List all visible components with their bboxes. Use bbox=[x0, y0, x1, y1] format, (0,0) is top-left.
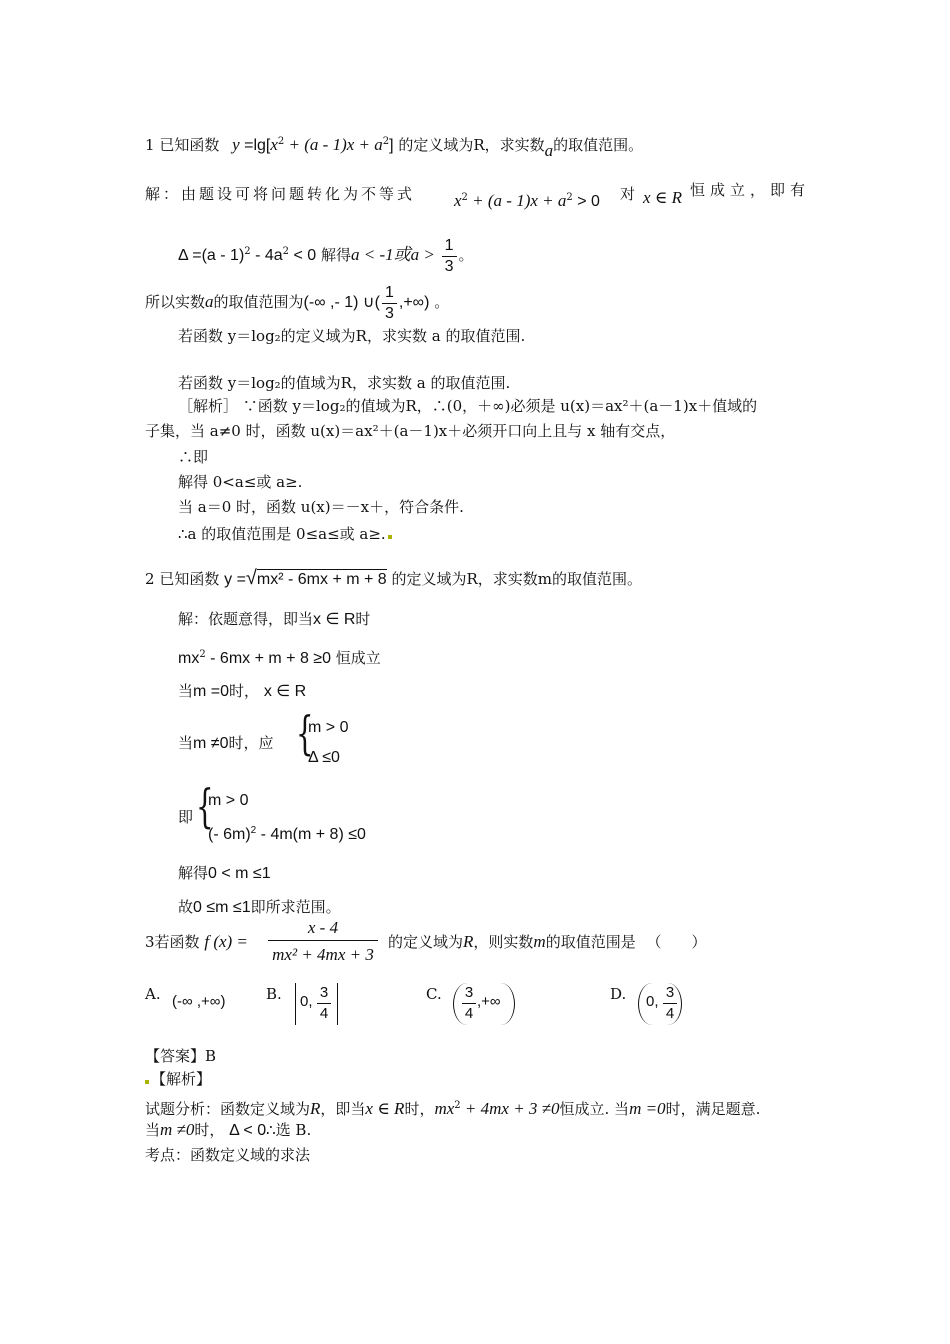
formula bbox=[208, 821, 366, 845]
text: 当 bbox=[145, 1121, 161, 1139]
fraction bbox=[442, 236, 457, 277]
problem-2-step-4 bbox=[178, 733, 273, 754]
formula: m =0 bbox=[193, 683, 230, 700]
problem-1-statement bbox=[145, 132, 644, 160]
text: ，则实数 bbox=[473, 933, 534, 951]
text: 【解析】 bbox=[151, 1070, 212, 1088]
text: 试题分析：函数定义域为 bbox=[145, 1100, 311, 1118]
text: 时 bbox=[355, 610, 371, 628]
analysis-line-1: ［解析］ ∵函数 y＝log₂的值域为R，∴(0，＋∞)必须是 u(x)＝ax²＋(a－1)x＋值域的 bbox=[178, 397, 758, 415]
denominator: mx² + 4mx + 3 bbox=[272, 945, 374, 964]
formula: 0 ≤m ≤1 bbox=[193, 899, 251, 916]
formula: > 0 bbox=[572, 193, 600, 210]
text: 解得 bbox=[178, 864, 209, 882]
text: 已知函数 bbox=[159, 136, 220, 154]
numerator: 1 bbox=[382, 283, 397, 304]
formula: m ≠0 bbox=[160, 1120, 195, 1139]
text: 当 bbox=[178, 734, 194, 752]
kaodian-line: 考点：函数定义域的求法 bbox=[145, 1146, 311, 1164]
formula: (-∞ ,- 1) ∪( bbox=[303, 294, 380, 311]
problem-3-fraction bbox=[268, 918, 378, 965]
numerator: 3 bbox=[663, 983, 677, 1004]
analysis-line-2: 子集，当 a≠0 时，函数 u(x)＝ax²＋(a－1)x＋必须开口向上且与 x 轴有交点， bbox=[145, 422, 676, 440]
choice-b-label: B. bbox=[266, 985, 282, 1003]
answer-blank: （ ） bbox=[646, 933, 707, 951]
problem-1-q2: 若函数 y＝log₂的定义域为R，求实数 a 的取值范围. bbox=[178, 327, 526, 345]
problem-3-lead bbox=[145, 932, 248, 952]
choice-d-fraction bbox=[663, 983, 677, 1024]
formula: x ∈ R bbox=[643, 188, 683, 207]
choice-b-value: 0, bbox=[300, 993, 313, 1010]
formula: a bbox=[544, 141, 554, 160]
text: 时， bbox=[194, 1121, 225, 1139]
text: 时，满足题意. bbox=[665, 1100, 761, 1118]
formula: x bbox=[270, 135, 278, 154]
text: 时， bbox=[404, 1100, 435, 1118]
answer-line: 【答案】B bbox=[145, 1047, 217, 1065]
formula: R bbox=[310, 1099, 321, 1118]
text: 的取值范围。 bbox=[553, 136, 644, 154]
formula: 2 bbox=[199, 649, 206, 660]
formula: 2 bbox=[244, 246, 251, 257]
formula: Δ ≤0 bbox=[308, 749, 340, 766]
formula: - 4a bbox=[250, 247, 283, 264]
formula: R bbox=[463, 932, 474, 951]
formula: m ≠0 bbox=[193, 735, 229, 752]
fraction bbox=[382, 283, 397, 324]
problem-1-dui bbox=[620, 184, 635, 204]
numerator: 3 bbox=[462, 983, 476, 1004]
formula: mx bbox=[178, 650, 200, 667]
formula: m > 0 bbox=[308, 719, 349, 736]
formula: m bbox=[533, 932, 546, 951]
denominator: 4 bbox=[464, 1005, 474, 1022]
problem-2-step-7 bbox=[178, 897, 341, 918]
analysis-title bbox=[145, 1069, 211, 1089]
formula: 2 bbox=[250, 825, 257, 836]
brace-glyph: { bbox=[196, 779, 214, 833]
problem-2-step-1 bbox=[178, 609, 370, 630]
text: 即所求范围。 bbox=[250, 898, 341, 916]
problem-2-step-5 bbox=[178, 807, 193, 827]
problem-2-step-2 bbox=[178, 645, 381, 669]
numerator: x - 4 bbox=[268, 918, 378, 941]
formula: 2 bbox=[382, 136, 390, 147]
formula: a bbox=[205, 292, 214, 311]
formula: < 0 bbox=[289, 247, 317, 264]
text: 故 bbox=[178, 898, 194, 916]
text: ∴a 的取值范围是 0≤a≤或 a≥. bbox=[178, 525, 386, 543]
formula: x bbox=[454, 191, 462, 210]
analysis-line-4: 解得 0<a≤或 a≥. bbox=[178, 473, 303, 491]
formula: m > 0 bbox=[208, 792, 249, 809]
formula: + (a - 1)x + a bbox=[284, 135, 383, 154]
choice-a-value: (-∞ ,+∞) bbox=[172, 993, 226, 1010]
problem-1-delta bbox=[178, 230, 474, 278]
text: 即 bbox=[178, 808, 194, 826]
text: 的定义域为 bbox=[388, 933, 464, 951]
choice-c-label: C. bbox=[426, 985, 442, 1003]
choice-b-fraction bbox=[317, 983, 331, 1024]
text: 时， bbox=[229, 682, 260, 700]
text: 恒成立. 当 bbox=[559, 1100, 630, 1118]
formula: 2 bbox=[277, 136, 285, 147]
formula: + 4mx + 3 ≠0 bbox=[460, 1099, 560, 1118]
text: 解：由题设可将问题转化为不等式 bbox=[145, 185, 416, 203]
problem-2-step-3 bbox=[178, 681, 306, 702]
formula: mx² - 6mx + m + 8 bbox=[256, 571, 387, 588]
formula: m =0 bbox=[629, 1099, 666, 1118]
problem-2-step-6 bbox=[178, 863, 271, 884]
formula: (- 6m) bbox=[208, 826, 251, 843]
text: 对 bbox=[620, 185, 636, 203]
analysis-detail-2 bbox=[145, 1120, 311, 1141]
problem-1-q3 bbox=[178, 373, 510, 393]
formula: y bbox=[232, 135, 240, 154]
text: 解：依题意得，即当 bbox=[178, 610, 314, 628]
problem-1-cond bbox=[643, 188, 682, 208]
choice-d-label: D. bbox=[610, 985, 627, 1003]
formula: - 6mx + m + 8 ≥0 bbox=[205, 650, 331, 667]
choice-b-right-bracket bbox=[333, 983, 338, 1025]
formula: x ∈ R bbox=[313, 611, 356, 628]
analysis-detail-1 bbox=[145, 1096, 760, 1119]
denominator: 3 bbox=[444, 257, 454, 275]
text: 若函数 y＝log₂的值域为R，求实数 a 的取值范围. bbox=[178, 374, 511, 392]
text: 恒成立，即有 bbox=[690, 181, 811, 199]
text: 的定义域为R，求实数m的取值范围。 bbox=[391, 570, 643, 588]
denominator: 4 bbox=[665, 1005, 675, 1022]
text: 所以实数 bbox=[145, 293, 206, 311]
text: 时，应 bbox=[228, 734, 274, 752]
numerator: 1 bbox=[442, 236, 457, 257]
text: 恒成立 bbox=[335, 649, 381, 667]
problem-1-inequality bbox=[454, 188, 600, 212]
choice-c-value: ,+∞ bbox=[477, 993, 501, 1010]
formula: ] bbox=[389, 137, 394, 154]
analysis-line-3: ∴即 bbox=[178, 448, 209, 466]
text: 。 bbox=[434, 293, 450, 311]
brace-glyph: { bbox=[296, 706, 314, 760]
problem-1-range bbox=[145, 280, 449, 325]
denominator: 3 bbox=[384, 304, 394, 322]
formula: =lg[ bbox=[239, 137, 271, 154]
text: ，即当 bbox=[320, 1100, 366, 1118]
problem-2-statement bbox=[145, 568, 642, 590]
text: 的定义域为R，求实数 bbox=[398, 136, 545, 154]
formula: y = bbox=[224, 571, 246, 588]
text: 已知函数 bbox=[159, 570, 220, 588]
formula: 0 < m ≤1 bbox=[208, 865, 271, 882]
marker-dot bbox=[145, 1080, 149, 1084]
formula: ,+∞) bbox=[398, 294, 430, 311]
text: 解得 bbox=[320, 246, 351, 264]
text: 若函数 bbox=[154, 933, 200, 951]
formula: Δ =(a - 1) bbox=[178, 247, 245, 264]
formula: 2 bbox=[282, 246, 290, 257]
text: 当 bbox=[178, 682, 194, 700]
radical-sign: √ bbox=[245, 567, 257, 589]
formula: 2 bbox=[454, 1100, 461, 1111]
formula: f (x) = bbox=[204, 932, 248, 951]
text: 。 bbox=[458, 246, 474, 264]
problem-number: 1 bbox=[145, 136, 155, 154]
choice-a-label: A. bbox=[145, 985, 161, 1003]
formula: a < -1或a > bbox=[350, 245, 435, 264]
problem-1-solution-lead bbox=[145, 184, 415, 204]
text: 的取值范围是 bbox=[545, 933, 636, 951]
formula: x ∈ R bbox=[263, 683, 307, 700]
problem-number: 2 bbox=[145, 570, 155, 588]
text: 的取值范围为 bbox=[213, 293, 304, 311]
formula: mx bbox=[434, 1099, 455, 1118]
problem-3-tail bbox=[388, 932, 707, 952]
marker-dot bbox=[388, 535, 392, 539]
text: ∴选 B. bbox=[266, 1121, 312, 1139]
problem-number: 3 bbox=[145, 933, 155, 951]
analysis-line-5: 当 a＝0 时，函数 u(x)＝－x＋，符合条件. bbox=[178, 498, 464, 516]
analysis-line-6 bbox=[178, 524, 392, 544]
formula: 2 bbox=[461, 192, 468, 203]
formula: + (a - 1)x + a bbox=[467, 191, 567, 210]
choice-d-value: 0, bbox=[646, 993, 659, 1010]
formula: - 4m(m + 8) ≤0 bbox=[256, 826, 366, 843]
denominator: 4 bbox=[319, 1005, 329, 1022]
formula: 2 bbox=[566, 192, 573, 203]
formula: x ∈ R bbox=[365, 1099, 405, 1118]
problem-1-tail bbox=[690, 180, 810, 200]
choice-c-fraction bbox=[462, 983, 476, 1024]
formula: Δ < 0 bbox=[229, 1122, 267, 1139]
numerator: 3 bbox=[317, 983, 331, 1004]
